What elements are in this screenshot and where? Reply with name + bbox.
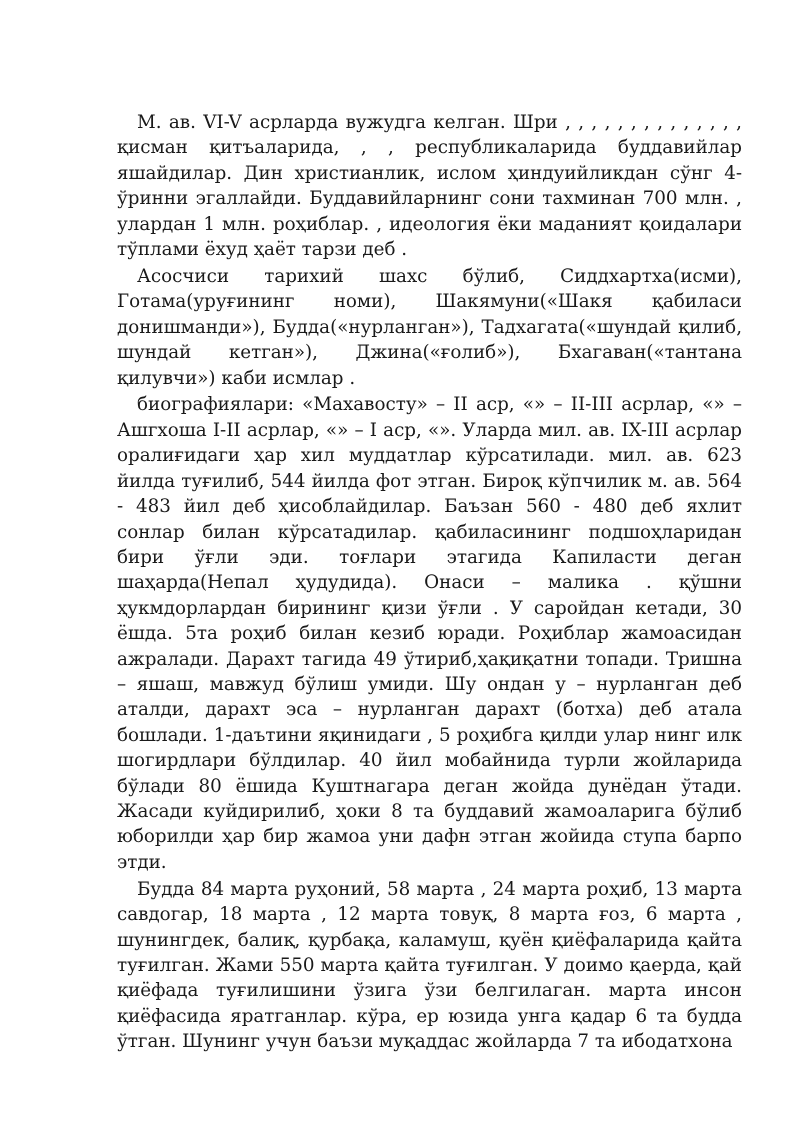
paragraph-2: Асосчиси тарихий шахс бўлиб, Сиддхартха(исми), Готама(уруғининг номи), Шакямуни(«Шакя қабиласи донишманди»), Будда(«нурланган»), Тадхагата(«шундай қилиб, шундай кетган»), Джина(«ғолиб»), Бхагаван(«тантана қилувчи») каби исмлар .	[117, 265, 742, 389]
paragraph-3: биографиялари: «Махавосту» – II аср, «» – II-III асрлар, «» – Ашгхоша I-II асрлар, «» – I аср, «». Уларда мил. ав. IX-III асрлар оралиғидаги ҳар хил муддатлар кўрсатилади. мил. ав. 623 йилда туғилиб, 544 йилда фот этган. Бироқ кўпчилик м. ав. 564 - 483 йил деб ҳисоблайдилар. Баъзан 560 - 480 деб яхлит сонлар билан кўрсатадилар. қабиласининг подшоҳларидан бири ўғли эди. тоғлари этагида Капиласти деган шаҳарда(Непал ҳудудида). Онаси – малика . қўшни ҳукмдорлардан бирининг қизи ўғли . У саройдан кетади, 30 ёшда. 5та роҳиб билан кезиб юради. Роҳиблар жамоасидан ажралади. Дарахт тагида 49 ўтириб,ҳақиқатни топади. Тришна – яшаш, мавжуд бўлиш умиди. Шу ондан у – нурланган деб аталди, дарахт эса – нурланган дарахт (ботха) деб атала бошлади. 1-даътини яқинидаги , 5 роҳибга қилди улар нинг илк шогирдлари бўлдилар. 40 йил мобайнида турли жойларида бўлади 80 ёшида Куштнагара деган жойда дунёдан ўтади. Жасади куйдирилиб, ҳоки 8 та буддавий жамоаларига бўлиб юборилди ҳар бир жамоа уни дафн этган жойида ступа барпо этди.	[117, 394, 742, 873]
paragraph-4: Будда 84 марта руҳоний, 58 марта , 24 марта роҳиб, 13 марта савдогар, 18 марта , 12 марта товуқ, 8 марта ғоз, 6 марта , шунингдек, балиқ, қурбақа, каламуш, қуён қиёфаларида қайта туғилган. Жами 550 марта қайта туғилган. У доимо қаерда, қай қиёфада туғилишини ўзига ўзи белгилаган. марта инсон қиёфасида яратганлар. кўра, ер юзида унга қадар 6 та будда ўтган. Шунинг учун баъзи муқаддас жойларда 7 та ибодатхона	[117, 878, 742, 1053]
paragraph-1: М. ав. VI-V асрларда вужудга келган. Шри , , , , , , , , , , , , , , қисман қитъаларида, , , республикаларида буддавийлар яшайдилар. Дин христианлик, ислом ҳиндуийликдан сўнг 4-ўринни эгаллайди. Буддавийларнинг сони тахминан 700 млн. , улардан 1 млн. роҳиблар. , идеология ёки маданият қоидалари тўплами ёхуд ҳаёт тарзи деб .	[117, 112, 742, 261]
document-page	[117, 110, 742, 1056]
